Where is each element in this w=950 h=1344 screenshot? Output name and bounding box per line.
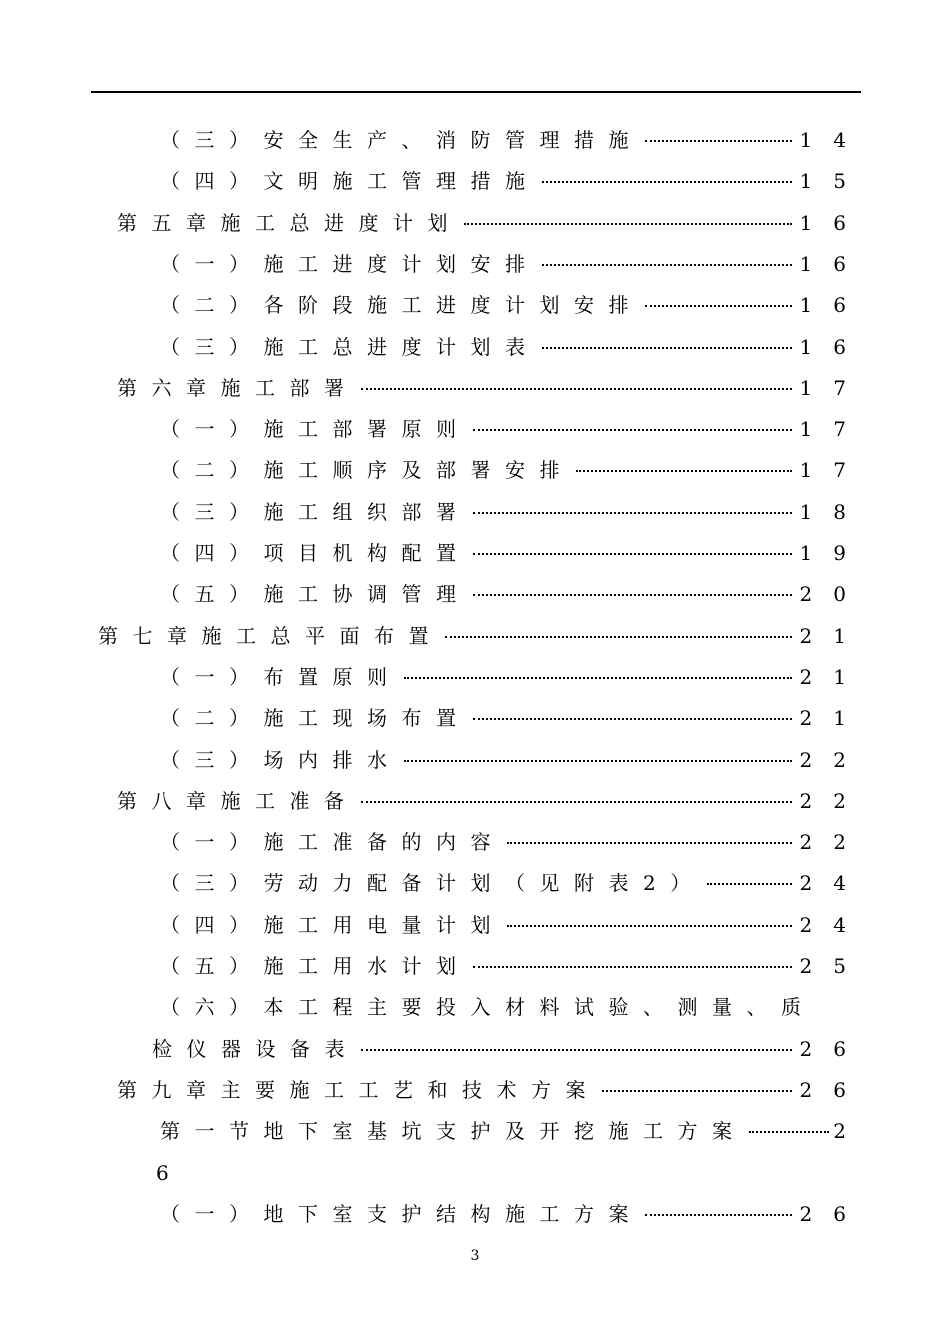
toc-entry-title: （三）安全生产、消防管理措施: [160, 128, 643, 152]
toc-entry-page: 16: [799, 293, 867, 318]
toc-entry-page: 21: [799, 706, 867, 731]
toc-entry-title: （四）施工用电量计划: [160, 912, 505, 937]
toc-entry[interactable]: [160, 450, 867, 490]
toc-entry-page: 24: [799, 871, 867, 896]
dot-leader: [473, 512, 792, 514]
toc-entry-title: （一）施工准备的内容: [160, 830, 505, 855]
toc-entry-title: （二）施工现场布置: [160, 706, 471, 731]
toc-entry-title: （五）施工用水计划: [160, 954, 471, 978]
toc-entry-page: 26: [799, 1036, 867, 1061]
toc-entry-page: 17: [799, 417, 867, 442]
dot-leader: [473, 429, 792, 431]
dot-leader: [542, 347, 792, 349]
toc-entry[interactable]: [160, 533, 867, 573]
dot-leader: [473, 966, 792, 968]
toc-entry[interactable]: [160, 327, 867, 367]
toc-entry-page: 26: [799, 1201, 867, 1226]
toc-entry-page: 17: [799, 458, 867, 483]
toc-entry[interactable]: [160, 1111, 867, 1151]
toc-entry[interactable]: [160, 657, 867, 697]
toc-entry-continued[interactable]: [152, 1029, 867, 1069]
dot-leader: [473, 553, 792, 555]
toc-entry-page: 22: [799, 830, 867, 855]
toc-entry[interactable]: [160, 740, 867, 780]
dot-leader: [645, 305, 792, 307]
toc-entry-page: 20: [799, 582, 867, 607]
toc-entry-page: 18: [799, 499, 867, 524]
toc-entry-page-continued: 6: [156, 1160, 184, 1185]
dot-leader: [576, 470, 792, 472]
header-rule: [91, 91, 861, 93]
toc-entry-page: 2: [833, 1119, 867, 1144]
dot-leader: [361, 801, 792, 803]
toc-entry-title: （三）场内排水: [160, 747, 402, 772]
toc-entry[interactable]: [117, 203, 867, 243]
dot-leader: [602, 1090, 792, 1092]
toc-entry-title: （二）各阶段施工进度计划安排: [160, 293, 643, 318]
toc-entry-page: 24: [799, 912, 867, 937]
toc-entry-title: 第五章施工总进度计划: [117, 210, 462, 235]
toc-entry-title: （三）施工组织部署: [160, 499, 471, 524]
toc-entry[interactable]: [160, 946, 867, 986]
toc-entry[interactable]: [160, 698, 867, 738]
dot-leader: [361, 388, 792, 390]
dot-leader: [404, 760, 792, 762]
dot-leader: [707, 883, 792, 885]
toc-entry[interactable]: [160, 987, 846, 1027]
dot-leader: [645, 1214, 792, 1216]
toc-entry-title: （六）本工程主要投入材料试验、测量、质: [160, 995, 816, 1020]
toc-entry-title: （三）施工总进度计划表: [160, 334, 540, 359]
toc-entry-title: 第六章施工部署: [117, 375, 359, 400]
toc-entry-title: （一）地下室支护结构施工方案: [160, 1201, 643, 1226]
toc-entry-page: 21: [799, 664, 867, 689]
toc-entry-page: 22: [799, 788, 867, 813]
toc-entry-page: 16: [799, 334, 867, 359]
toc-entry[interactable]: [160, 863, 867, 903]
toc-entry-page: 19: [799, 541, 867, 565]
toc-entry-page: 25: [799, 954, 867, 978]
dot-leader: [749, 1131, 830, 1133]
toc-entry[interactable]: [160, 244, 867, 284]
toc-entry-title: 第一节地下室基坑支护及开挖施工方案: [160, 1119, 747, 1144]
toc-entry-title: 第八章施工准备: [117, 788, 359, 813]
toc-entry-title: （二）施工顺序及部署安排: [160, 458, 574, 483]
toc-entry-title: （五）施工协调管理: [160, 582, 471, 607]
toc-entry[interactable]: [160, 409, 867, 449]
toc-entry[interactable]: [160, 285, 867, 325]
toc-entry[interactable]: [160, 574, 867, 614]
toc-entry-page: 15: [799, 169, 867, 194]
dot-leader: [361, 1049, 792, 1051]
toc-entry-page: 22: [799, 747, 867, 772]
dot-leader: [473, 594, 792, 596]
toc-entry-page: 17: [799, 375, 867, 400]
toc-entry[interactable]: [117, 368, 867, 408]
dot-leader: [542, 264, 792, 266]
toc-entry-title: （三）劳动力配备计划（见附表2）: [160, 871, 705, 896]
dot-leader: [542, 181, 792, 183]
toc-entry-page: 21: [799, 623, 867, 648]
toc-entry[interactable]: [160, 120, 867, 160]
toc-entry-title: （一）布置原则: [160, 664, 402, 689]
toc-entry-title: （四）文明施工管理措施: [160, 169, 540, 194]
toc-entry[interactable]: [160, 1194, 867, 1234]
page-number: 3: [470, 1248, 480, 1264]
toc-entry-page: 14: [799, 128, 867, 152]
toc-entry-title: （一）施工部署原则: [160, 417, 471, 442]
dot-leader: [507, 925, 792, 927]
toc-entry[interactable]: [117, 781, 867, 821]
toc-entry[interactable]: [160, 905, 867, 945]
toc-entry-title: 第七章施工总平面布置: [98, 623, 443, 648]
dot-leader: [464, 223, 792, 225]
toc-entry-page: 16: [799, 210, 867, 235]
toc-entry[interactable]: [117, 1070, 867, 1110]
toc-entry-page: 16: [799, 251, 867, 276]
toc-entry-title: 第九章主要施工工艺和技术方案: [117, 1077, 600, 1102]
dot-leader: [473, 718, 792, 720]
toc-entry-title: （一）施工进度计划安排: [160, 251, 540, 276]
toc-entry[interactable]: [160, 492, 867, 532]
toc-entry-title-continued: 检仪器设备表: [152, 1036, 359, 1061]
dot-leader: [445, 636, 792, 638]
toc-entry-title: （四）项目机构配置: [160, 541, 471, 565]
toc-entry[interactable]: [160, 161, 867, 201]
dot-leader: [404, 677, 792, 679]
dot-leader: [645, 140, 792, 142]
toc-entry[interactable]: [160, 822, 867, 862]
toc-entry[interactable]: [98, 616, 867, 656]
toc-entry-page: 26: [799, 1077, 867, 1102]
dot-leader: [507, 842, 792, 844]
